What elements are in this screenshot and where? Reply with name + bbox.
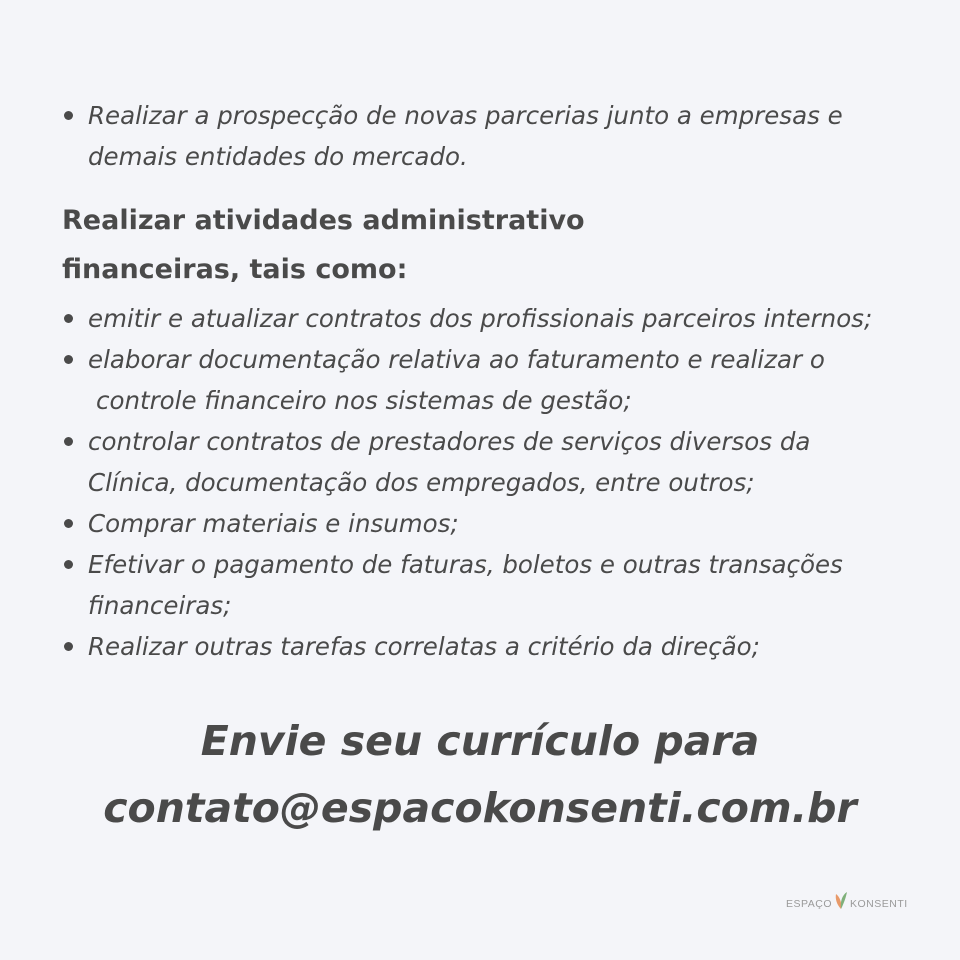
leaf-icon bbox=[833, 890, 849, 910]
contact-email[interactable]: contato@espacokonsenti.com.br bbox=[103, 784, 857, 832]
list-item-line: controlar contratos de prestadores de serviços diversos da bbox=[88, 427, 811, 456]
list-item bbox=[62, 95, 843, 177]
bullet-icon bbox=[64, 560, 73, 569]
logo-text-left: ESPAÇO bbox=[786, 898, 832, 910]
heading-line: financeiras, tais como: bbox=[62, 254, 408, 285]
list-item bbox=[62, 544, 872, 626]
bullet-icon bbox=[64, 437, 73, 446]
duties-list bbox=[62, 298, 872, 667]
list-item-line: Clínica, documentação dos empregados, entre outros; bbox=[88, 468, 755, 497]
list-item bbox=[62, 339, 872, 421]
bullet-icon bbox=[64, 111, 73, 120]
bullet-icon bbox=[64, 642, 73, 651]
brand-logo bbox=[786, 890, 908, 910]
bullet-icon bbox=[64, 355, 73, 364]
list-item-line: elaborar documentação relativa ao faturamento e realizar o bbox=[88, 345, 825, 374]
section-heading bbox=[62, 196, 585, 294]
intro-list bbox=[62, 95, 843, 177]
list-item bbox=[62, 298, 872, 339]
list-item bbox=[62, 626, 872, 667]
list-item-line: Efetivar o pagamento de faturas, boletos e outras transações bbox=[88, 550, 843, 579]
heading-line: Realizar atividades administrativo bbox=[62, 205, 585, 236]
list-item bbox=[62, 421, 872, 503]
cta-line: Envie seu currículo para bbox=[200, 717, 760, 765]
bullet-icon bbox=[64, 519, 73, 528]
list-item-line: financeiras; bbox=[88, 591, 232, 620]
list-item-line: demais entidades do mercado. bbox=[88, 142, 468, 171]
list-item-line: controle financeiro nos sistemas de gestão; bbox=[96, 386, 632, 415]
list-item-line: emitir e atualizar contratos dos profissionais parceiros internos; bbox=[88, 304, 873, 333]
list-item-line: Comprar materiais e insumos; bbox=[88, 509, 459, 538]
logo-text-right: KONSENTI bbox=[849, 898, 908, 910]
call-to-action bbox=[0, 708, 960, 842]
list-item-line: Realizar a prospecção de novas parcerias junto a empresas e bbox=[88, 101, 843, 130]
list-item bbox=[62, 503, 872, 544]
list-item-line: Realizar outras tarefas correlatas a critério da direção; bbox=[88, 632, 760, 661]
bullet-icon bbox=[64, 314, 73, 323]
